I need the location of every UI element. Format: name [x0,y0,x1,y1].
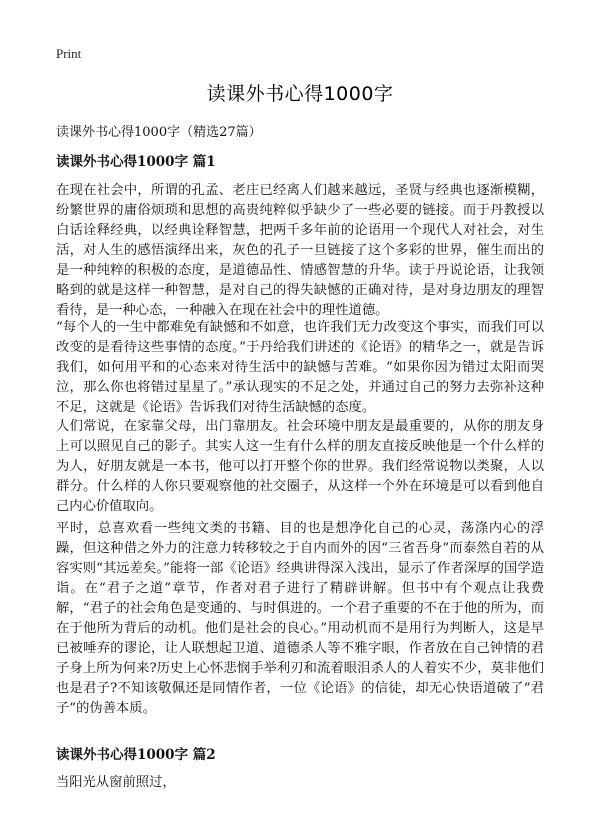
section-heading-1: 读课外书心得1000字 篇1 [56,154,216,170]
paragraph: 人们常说，在家靠父母，出门靠朋友。社会环境中朋友是最重要的，从你的朋友身上可以照见自己的影子。其实人这一生有什么样的朋友直接反映他是一个什么样的为人，好朋友就是一本书，他可以打开整个你的世界。我们经常说物以类聚，人以群分。什么样的人你只要观察他的社交圈子，从这样一个外在环境是可以看到他自己内心价值取向。 [56,419,544,514]
page-title: 读课外书心得1000字 [206,83,394,105]
paragraph: 在现在社会中，所谓的孔孟、老庄已经离人们越来越远，圣贤与经典也逐渐模糊，纷繁世界的庸俗烦琐和思想的高贵纯粹似乎缺少了一些必要的链接。而于丹教授以白话诠释经典，以经典诠释智慧，把两千多年前的论语用一个现代人对社会，对生活，对人生的感悟演绎出来，灰色的孔子一旦链接了这个多彩的世界，催生而出的是一种纯粹的积极的态度，是道德品性、情感智慧的升华。读于丹说论语，让我领略到的就是这样一种智慧，是对自己的得失缺憾的正确对待，是对身边朋友的理智看待，是一种心态，一种融入在现在社会中的理性道德。 [56,183,544,318]
paragraph: “每个人的一生中都难免有缺憾和不如意，也许我们无力改变这个事实，而我们可以改变的是看待这些事情的态度。”于丹给我们讲述的《论语》的精华之一，就是告诉我们，如何用平和的心态来对待生活中的缺憾与苦难。“如果你因为错过太阳而哭泣，那么你也将错过星星了。”承认现实的不足之处，并通过自己的努力去弥补这种不足，这就是《论语》告诉我们对待生活缺憾的态度。 [56,320,544,415]
paragraph: 当阳光从窗前照过， [56,775,176,790]
print-link[interactable]: Print [56,46,82,61]
document-subtitle: 读课外书心得1000字（精选27篇） [56,125,262,140]
paragraph: 平时，总喜欢看一些纯文类的书籍、目的也是想净化自己的心灵，荡涤内心的浮躁，但这种借之外力的注意力转移较之于自内而外的因“三省吾身”而泰然自若的从容实则“其远差矣。”能将一部《论语》经典讲得深入浅出，显示了作者深厚的国学造诣。在“君子之道”章节，作者对君子进行了精辟讲解。但书中有个观点让我费解，“君子的社会角色是变通的、与时俱进的。一个君子重要的不在于他的所为，而在于他所为背后的动机。他们是社会的良心。”用动机而不是用行为判断人，这是早已被唾弃的谬论，让人联想起卫道、道德杀人等不雅字眼，作者放在自己钟情的君子身上所为何来?历史上心怀悲悯手举利刃和流着眼泪杀人的人着实不少，莫非他们也是君子?不知该敬佩还是同情作者，一位《论语》的信徒，却无心快语道破了“君子”的伪善本质。 [56,521,544,716]
section-heading-2: 读课外书心得1000字 篇2 [56,747,216,763]
